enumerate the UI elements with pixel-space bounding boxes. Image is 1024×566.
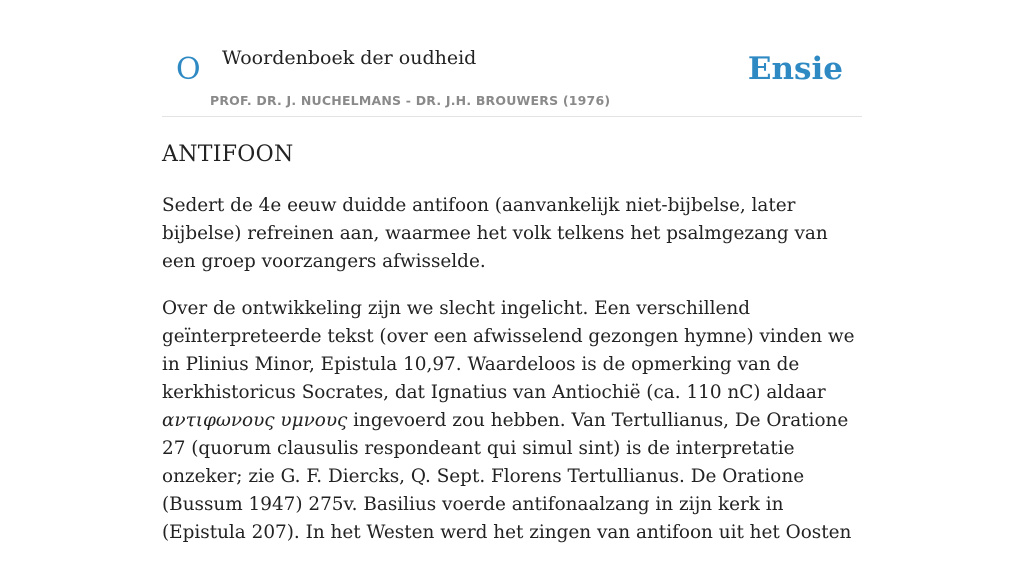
entry-paragraph: Sedert de 4e eeuw duidde antifoon (aanvankelijk niet-bijbelse, later bijbelse) refreinen aan, waarmee het volk telkens het psalmgezang van een groep voorzangers afwisselde. bbox=[162, 195, 828, 272]
brand-logo[interactable]: Ensie bbox=[747, 51, 843, 87]
paragraph-text: ingevoerd zou hebben. Van Tertullianus, De Oratione 27 (quorum clausulis respondeant qui simul sint) is de interpretatie onzeker; zie G. F. Diercks, Q. Sept. Florens Tertullianus. De Oratione (Bussum 1947) 275v. Basilius voerde antifonaalzang in zijn kerk in (Epistula 207). In het Westen werd het zingen van antifoon uit het Oosten bbox=[162, 410, 852, 543]
entry-paragraph bbox=[162, 295, 862, 547]
book-title[interactable]: Woordenboek der oudheid bbox=[222, 47, 477, 69]
book-authors: PROF. DR. J. NUCHELMANS - DR. J.H. BROUWERS (1976) bbox=[210, 93, 611, 108]
entry-content bbox=[162, 192, 862, 566]
greek-phrase: αντιφωνους υμνους bbox=[162, 410, 348, 431]
header bbox=[162, 0, 862, 117]
paragraph-text: Over de ontwikkeling zijn we slecht ingelicht. Een verschillend geïnterpreteerde tekst (over een afwisselend gezongen hymne) vinden we in Plinius Minor, Epistula 10,97. Waardeloos is de opmerking van de kerkhistoricus Socrates, dat Ignatius van Antiochië (ca. 110 nC) aldaar bbox=[162, 298, 855, 403]
letter-index[interactable]: O bbox=[176, 52, 201, 87]
entry-title: ANTIFOON bbox=[162, 142, 294, 167]
